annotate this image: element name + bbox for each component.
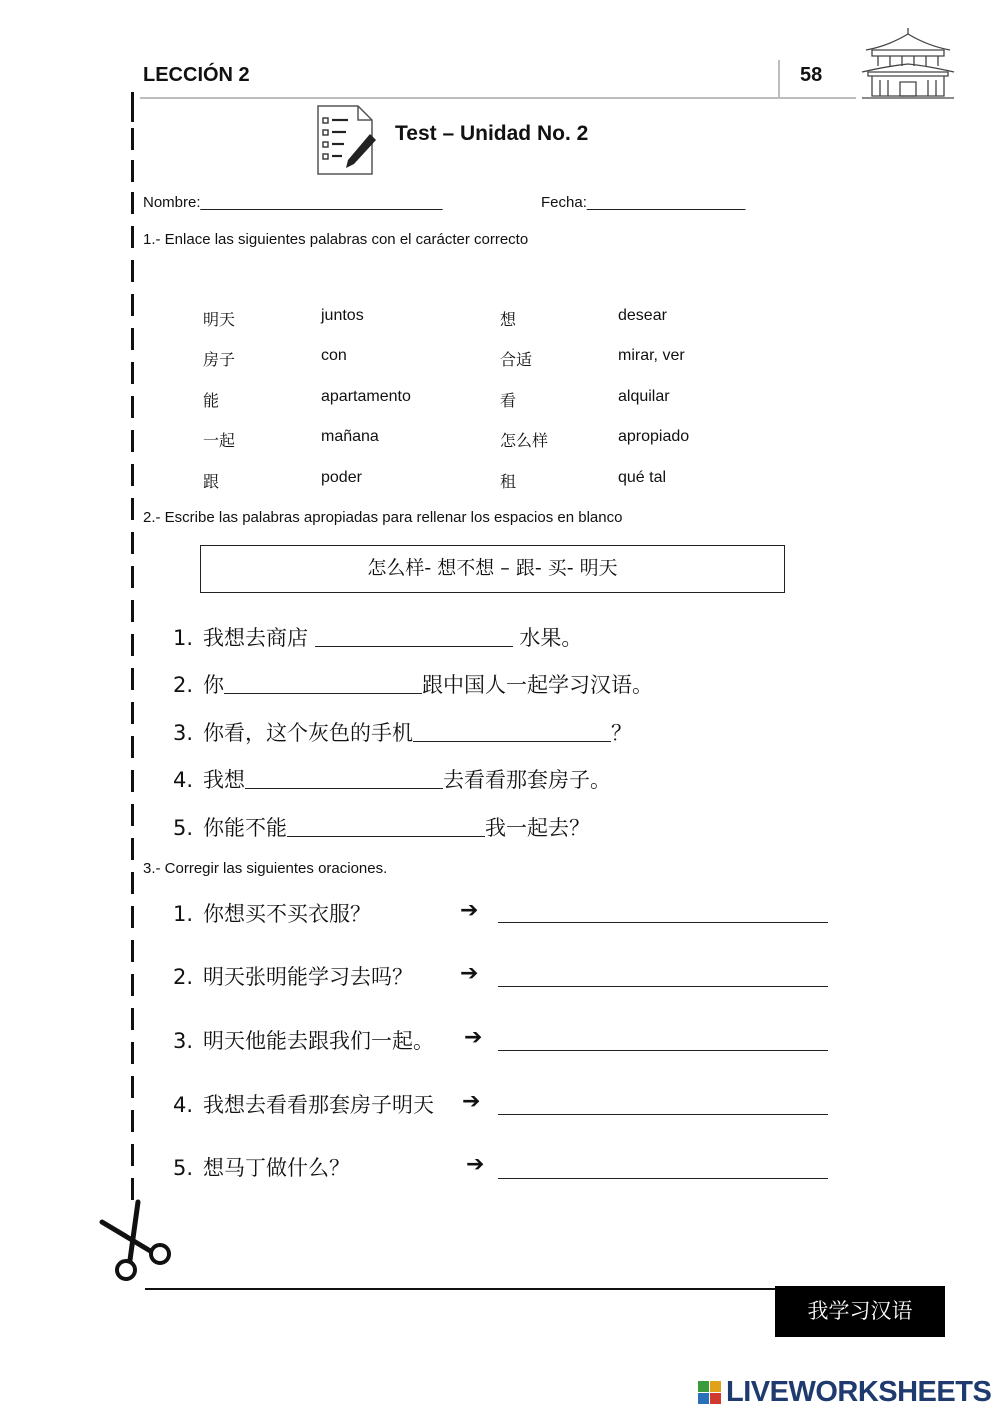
fill-blank-item (173, 717, 632, 747)
sentence-text: 明天他能去跟我们一起。 (203, 1029, 434, 1053)
fill-blank-item (173, 669, 653, 699)
sentence-text: 想马丁做什么？ (203, 1156, 350, 1180)
section2-instruction: 2.- Escribe las palabras apropiadas para rellenar los espacios en blanco (143, 509, 623, 526)
answer-line[interactable] (498, 986, 828, 987)
page-number: 58 (800, 64, 823, 86)
name-field[interactable]: Nombre:_____________________________ (143, 194, 443, 211)
spanish-word[interactable]: qué tal (618, 469, 667, 486)
arrow-icon: ➔ (466, 1151, 485, 1176)
item-number: 4. (173, 768, 194, 792)
arrow-icon: ➔ (460, 897, 479, 922)
sentence-end: 水果。 (512, 626, 583, 650)
fill-blank-item (173, 812, 590, 842)
item-number: 3. (173, 721, 194, 745)
chinese-word[interactable]: 能 (203, 391, 220, 410)
correction-sentence (173, 1152, 350, 1182)
chinese-word[interactable]: 看 (500, 391, 517, 410)
section3-instruction: 3.- Corregir las siguientes oraciones. (143, 860, 388, 877)
sentence-end: 去看看那套房子。 (443, 768, 611, 792)
spanish-word[interactable]: juntos (321, 307, 364, 324)
blank-input[interactable] (224, 673, 422, 694)
checklist-icon (316, 104, 376, 176)
lesson-title: LECCIÓN 2 (143, 64, 250, 86)
spanish-word[interactable]: mañana (321, 428, 379, 445)
item-number: 1. (173, 902, 194, 926)
liveworksheets-brand[interactable]: LIVEWORKSHEETS (726, 1376, 992, 1408)
chinese-word[interactable]: 合适 (500, 350, 533, 369)
sentence-start: 你能不能 (203, 816, 287, 840)
sentence-start: 你 (203, 673, 224, 697)
spanish-word[interactable]: alquilar (618, 388, 670, 405)
item-number: 2. (173, 673, 194, 697)
correction-sentence (173, 1025, 434, 1055)
correction-sentence (173, 1089, 434, 1119)
blank-input[interactable] (413, 721, 611, 742)
spanish-word[interactable]: mirar, ver (618, 347, 685, 364)
sentence-text: 明天张明能学习去吗？ (203, 965, 413, 989)
spanish-word[interactable]: con (321, 347, 347, 364)
sentence-text: 我想去看看那套房子明天 (203, 1093, 434, 1117)
header-divider (778, 60, 780, 98)
fill-blank-item (173, 764, 611, 794)
sentence-end: ？ (611, 721, 632, 745)
item-number: 4. (173, 1093, 194, 1117)
chinese-word[interactable]: 怎么样 (500, 431, 549, 450)
word-bank: 怎么样- 想不想 – 跟- 买- 明天 (200, 545, 785, 593)
sentence-start: 我想去商店 (203, 626, 315, 650)
item-number: 3. (173, 1029, 194, 1053)
sentence-start: 我想 (203, 768, 245, 792)
correction-sentence (173, 961, 413, 991)
item-number: 5. (173, 816, 194, 840)
chinese-word[interactable]: 跟 (203, 472, 220, 491)
answer-line[interactable] (498, 1178, 828, 1179)
section1-instruction: 1.- Enlace las siguientes palabras con el carácter correcto (143, 231, 529, 248)
header-rule (140, 97, 856, 99)
spanish-word[interactable]: apropiado (618, 428, 690, 445)
arrow-icon: ➔ (464, 1024, 483, 1049)
answer-line[interactable] (498, 1114, 828, 1115)
footer-label: 我学习汉语 (775, 1286, 945, 1337)
answer-line[interactable] (498, 1050, 828, 1051)
blank-input[interactable] (315, 626, 513, 647)
item-number: 5. (173, 1156, 194, 1180)
chinese-word[interactable]: 租 (500, 472, 517, 491)
test-title: Test – Unidad No. 2 (395, 122, 589, 145)
correction-sentence (173, 898, 371, 928)
spanish-word[interactable]: apartamento (321, 388, 411, 405)
footer-rule (145, 1288, 775, 1290)
fill-blank-item (173, 622, 582, 652)
chinese-word[interactable]: 想 (500, 310, 517, 329)
sentence-text: 你想买不买衣服？ (203, 902, 371, 926)
pagoda-icon (858, 26, 958, 100)
arrow-icon: ➔ (460, 960, 479, 985)
arrow-icon: ➔ (462, 1088, 481, 1113)
chinese-word[interactable]: 房子 (203, 350, 236, 369)
scissors-icon (96, 1196, 176, 1282)
chinese-word[interactable]: 一起 (203, 431, 236, 450)
chinese-word[interactable]: 明天 (203, 310, 236, 329)
blank-input[interactable] (287, 816, 485, 837)
item-number: 2. (173, 965, 194, 989)
item-number: 1. (173, 626, 194, 650)
sentence-end: 跟中国人一起学习汉语。 (422, 673, 653, 697)
answer-line[interactable] (498, 922, 828, 923)
spanish-word[interactable]: desear (618, 307, 667, 324)
date-field[interactable]: Fecha:___________________ (541, 194, 746, 211)
sentence-start: 你看，这个灰色的手机 (203, 721, 413, 745)
blank-input[interactable] (245, 768, 443, 789)
liveworksheets-logo (698, 1381, 722, 1405)
spanish-word[interactable]: poder (321, 469, 362, 486)
sentence-end: 我一起去？ (485, 816, 590, 840)
